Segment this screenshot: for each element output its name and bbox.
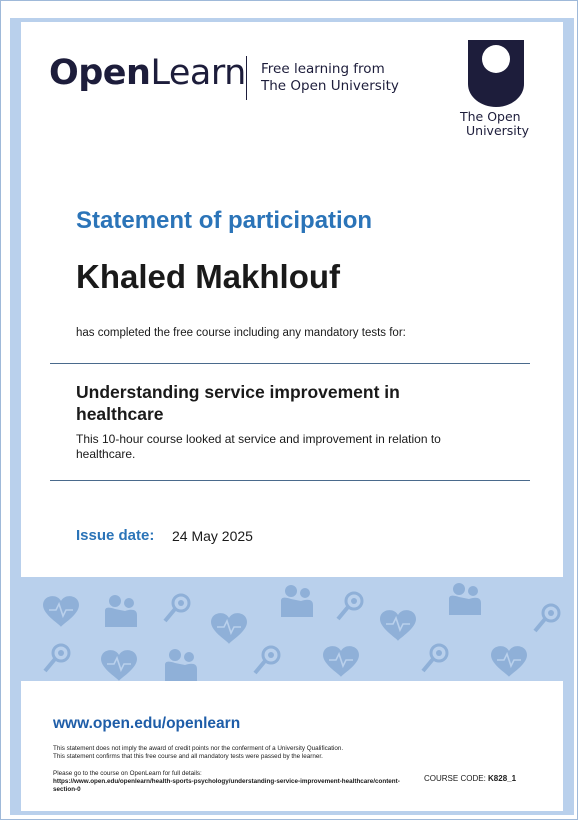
- border-band-right: [563, 18, 574, 815]
- course-code-label: COURSE CODE:: [424, 774, 486, 783]
- course-title: Understanding service improvement in healthcare: [76, 382, 400, 424]
- border-band-bottom: [10, 811, 574, 815]
- completion-text: has completed the free course including any mandatory tests for:: [76, 327, 406, 339]
- disclaimer: [53, 745, 413, 761]
- openlearn-url-link[interactable]: www.open.edu/openlearn: [53, 715, 241, 732]
- learner-name: Khaled Makhlouf: [76, 258, 341, 295]
- tagline-line-2: The Open University: [261, 78, 399, 94]
- course-details-note: [53, 770, 403, 794]
- tagline-line-1: Free learning from: [261, 61, 385, 77]
- logo-learn: Learn: [150, 53, 246, 93]
- course-link[interactable]: https://www.open.edu/openlearn/health-sports-psychology/understanding-service-improvement-healthcare/content-section-0: [53, 778, 400, 793]
- issue-date-value: 24 May 2025: [172, 528, 253, 544]
- disclaimer-line-1: This statement does not imply the award of credit points nor the conferment of a University Qualification.: [53, 745, 344, 752]
- statement-title: Statement of participation: [76, 207, 373, 234]
- divider-bottom: [50, 480, 530, 481]
- pattern-svg: [21, 577, 563, 681]
- border-band-top: [10, 18, 574, 22]
- divider-top: [50, 363, 530, 364]
- course-code: [424, 774, 516, 783]
- tagline: [261, 61, 399, 95]
- open-university-name: [460, 110, 540, 138]
- logo-divider: [246, 56, 247, 100]
- openlearn-logo: [49, 53, 246, 93]
- open-university-shield-icon: [468, 40, 524, 107]
- course-description: This 10-hour course looked at service and improvement in relation to healthcare.: [76, 432, 441, 461]
- border-band-left: [10, 18, 21, 815]
- decorative-pattern: [21, 577, 563, 681]
- issue-date-label: Issue date:: [76, 527, 155, 544]
- goto-text: Please go to the course on OpenLearn for full details:: [53, 770, 202, 777]
- logo-open: Open: [49, 53, 151, 93]
- university-line-2: University: [466, 123, 530, 138]
- disclaimer-line-2: This statement confirms that this free course and all mandatory tests were passed by the learner.: [53, 753, 323, 760]
- course-code-value: K828_1: [488, 774, 517, 783]
- university-line-1: The Open: [460, 109, 521, 124]
